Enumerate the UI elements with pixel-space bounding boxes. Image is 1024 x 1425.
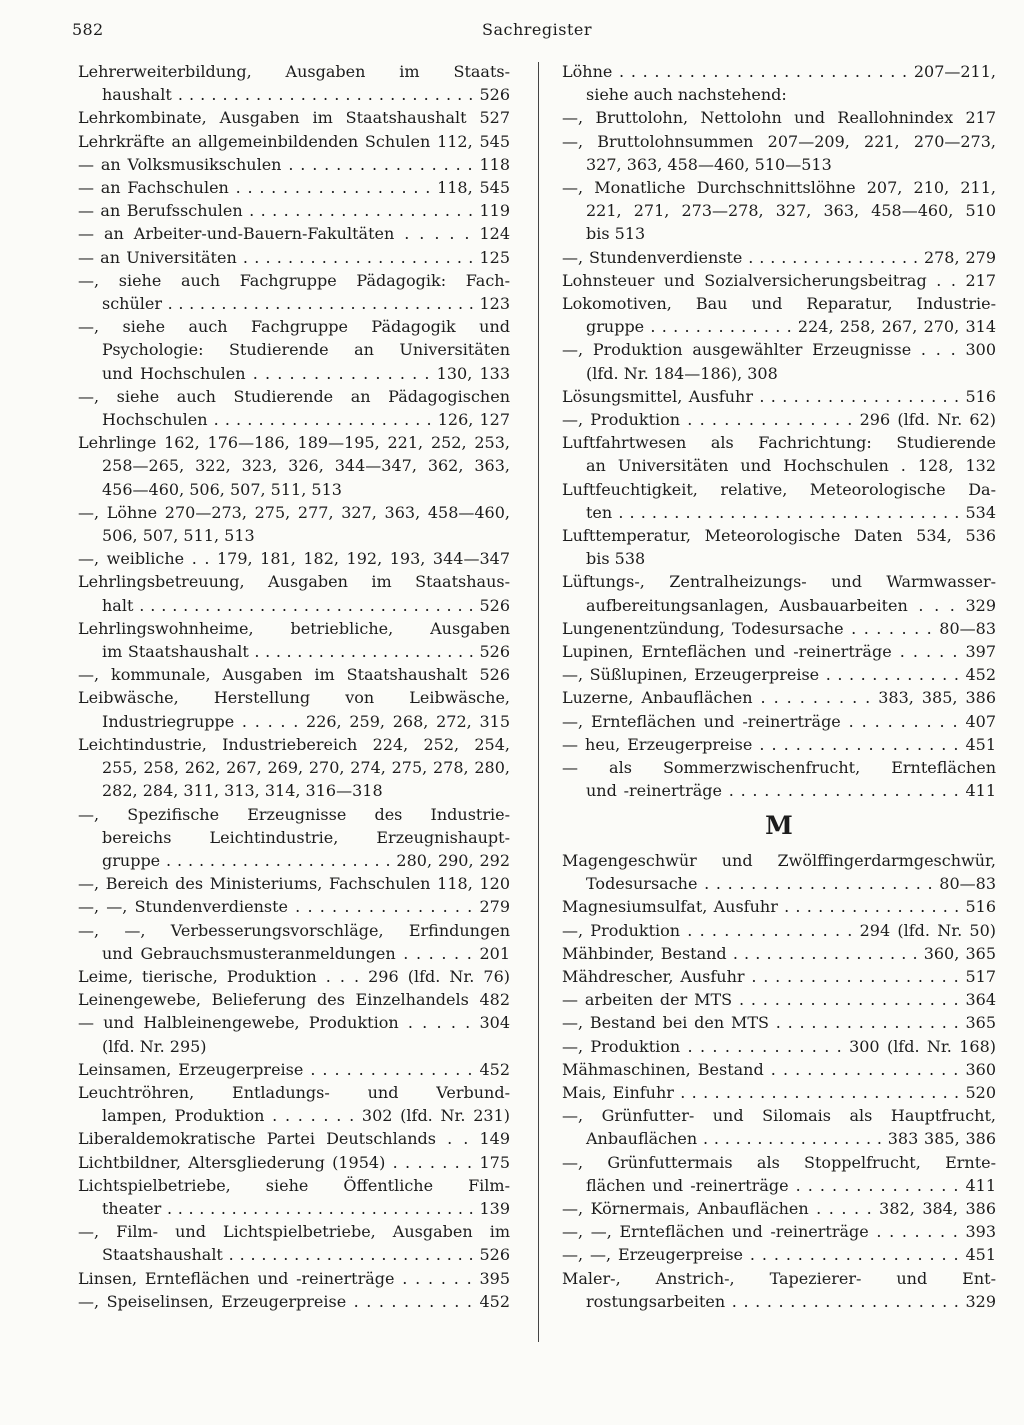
- index-entry-line: und -reinerträge . . . . . . . . . . . . . . . . . . . . 411: [586, 781, 996, 801]
- index-entry-line: Liberaldemokratische Partei Deutschlands . . 149: [78, 1129, 510, 1149]
- index-entry-line: —, weibliche . . 179, 181, 182, 192, 193, 344—347: [78, 549, 510, 569]
- index-entry-line: Leichtindustrie, Industriebereich 224, 252, 254,: [78, 734, 510, 754]
- index-entry-line: —, —, Verbesserungsvorschläge, Erfindungen: [78, 920, 510, 940]
- index-entry-line: Mähbinder, Bestand . . . . . . . . . . . . . . . . . 360, 365: [562, 943, 996, 963]
- index-entry-line: Psychologie: Studierende an Universitäten: [102, 340, 510, 360]
- index-entry-line: Mais, Einfuhr . . . . . . . . . . . . . . . . . . . . . . . . . 520: [562, 1082, 996, 1102]
- index-entry-line: 456—460, 506, 507, 511, 513: [102, 479, 342, 499]
- index-entry-line: Lichtspielbetriebe, siehe Öffentliche Film-: [78, 1175, 510, 1195]
- index-entry-line: lampen, Produktion . . . . . . . 302 (lfd. Nr. 231): [102, 1106, 510, 1126]
- index-entry-line: ten . . . . . . . . . . . . . . . . . . . . . . . . . . . . . . . 534: [586, 502, 996, 522]
- index-entry-line: Lehrlinge 162, 176—186, 189—195, 221, 252, 253,: [78, 433, 510, 453]
- index-entry-line: Lehrerweiterbildung, Ausgaben im Staats-: [78, 62, 510, 81]
- index-entry-line: haushalt . . . . . . . . . . . . . . . . . . . . . . . . . . . 526: [102, 85, 510, 105]
- index-entry-line: — an Berufsschulen . . . . . . . . . . . . . . . . . . . . 119: [78, 201, 510, 221]
- index-entry-line: — arbeiten der MTS . . . . . . . . . . . . . . . . . . . 364: [562, 990, 996, 1010]
- index-entry-line: Leibwäsche, Herstellung von Leibwäsche,: [78, 688, 510, 708]
- index-entry-line: —, siehe auch Fachgruppe Pädagogik: Fach-: [78, 270, 510, 290]
- index-entry-line: —, Grünfutter- und Silomais als Hauptfrucht,: [562, 1106, 996, 1126]
- section-letter-heading: M: [765, 810, 793, 840]
- index-entry-line: Linsen, Ernteflächen und -reinerträge . . . . . . 395: [78, 1268, 510, 1288]
- page-number: 582: [72, 20, 104, 39]
- index-entry-line: —, Spezifische Erzeugnisse des Industrie-: [78, 804, 510, 824]
- index-entry-line: Mähmaschinen, Bestand . . . . . . . . . . . . . . . . 360: [562, 1059, 996, 1079]
- index-entry-line: Maler-, Anstrich-, Tapezierer- und Ent-: [562, 1268, 996, 1288]
- index-entry-line: Todesursache . . . . . . . . . . . . . . . . . . . . 80—83: [586, 874, 996, 894]
- index-entry-line: Staatshaushalt . . . . . . . . . . . . . . . . . . . . . . . 526: [102, 1245, 510, 1265]
- index-entry-line: theater . . . . . . . . . . . . . . . . . . . . . . . . . . . . . 139: [102, 1198, 510, 1218]
- index-entry-line: — als Sommerzwischenfrucht, Ernteflächen: [562, 758, 996, 778]
- index-entry-line: schüler . . . . . . . . . . . . . . . . . . . . . . . . . . . . . 123: [102, 294, 510, 314]
- index-entry-line: Luftfahrtwesen als Fachrichtung: Studierende: [562, 433, 996, 453]
- index-entry-line: Mähdrescher, Ausfuhr . . . . . . . . . . . . . . . . . . 517: [562, 966, 996, 986]
- index-entry-line: Luftfeuchtigkeit, relative, Meteorologische Da-: [562, 479, 996, 499]
- index-entry-line: Lüftungs-, Zentralheizungs- und Warmwasser-: [562, 572, 996, 592]
- index-entry-line: und Gebrauchsmusteranmeldungen . . . . . . 201: [102, 943, 510, 963]
- index-entry-line: —, Monatliche Durchschnittslöhne 207, 210, 211,: [562, 178, 996, 198]
- index-entry-line: Hochschulen . . . . . . . . . . . . . . . . . . . . 126, 127: [102, 410, 510, 430]
- index-entry-line: —, Produktion . . . . . . . . . . . . . . 294 (lfd. Nr. 50): [562, 920, 996, 940]
- index-entry-line: —, Süßlupinen, Erzeugerpreise . . . . . . . . . . . . 452: [562, 665, 996, 685]
- index-entry-line: Luzerne, Anbauflächen . . . . . . . . . 383, 385, 386: [562, 688, 996, 708]
- index-entry-line: —, Produktion . . . . . . . . . . . . . . 296 (lfd. Nr. 62): [562, 410, 996, 430]
- index-entry-line: Lehrlingswohnheime, betriebliche, Ausgaben: [78, 618, 510, 638]
- index-entry-line: Lohnsteuer und Sozialversicherungsbeitrag . . 217: [562, 270, 996, 290]
- index-entry-line: —, Produktion . . . . . . . . . . . . . 300 (lfd. Nr. 168): [562, 1036, 996, 1056]
- index-entry-line: Lufttemperatur, Meteorologische Daten 534, 536: [562, 526, 996, 546]
- index-entry-line: Lösungsmittel, Ausfuhr . . . . . . . . . . . . . . . . . . 516: [562, 386, 996, 406]
- index-entry-line: Lungenentzündung, Todesursache . . . . . . . 80—83: [562, 618, 996, 638]
- index-entry-line: Leinsamen, Erzeugerpreise . . . . . . . . . . . . . . 452: [78, 1059, 510, 1079]
- index-entry-line: — heu, Erzeugerpreise . . . . . . . . . . . . . . . . . 451: [562, 734, 996, 754]
- index-entry-line: Leinengewebe, Belieferung des Einzelhandels 482: [78, 990, 510, 1010]
- index-entry-line: Industriegruppe . . . . . 226, 259, 268, 272, 315: [102, 711, 510, 731]
- index-entry-line: Magengeschwür und Zwölffingerdarmgeschwür,: [562, 850, 996, 870]
- index-entry-line: halt . . . . . . . . . . . . . . . . . . . . . . . . . . . . . . . 526: [102, 595, 510, 615]
- index-column-left: [78, 60, 510, 1313]
- index-entry-line: —, Löhne 270—273, 275, 277, 327, 363, 458—460,: [78, 502, 510, 522]
- index-entry-line: Lehrlingsbetreuung, Ausgaben im Staatshaus-: [78, 572, 510, 592]
- index-entry-line: Lupinen, Ernteflächen und -reinerträge . . . . . 397: [562, 642, 996, 662]
- index-entry-line: Lokomotiven, Bau und Reparatur, Industrie-: [562, 294, 996, 314]
- index-entry-line: bis 513: [586, 224, 646, 244]
- index-entry-line: —, Bruttolohn, Nettolohn und Reallohnindex 217: [562, 108, 996, 128]
- index-entry-line: (lfd. Nr. 295): [102, 1036, 207, 1056]
- index-entry-line: —, —, Stundenverdienste . . . . . . . . . . . . . . . 279: [78, 897, 510, 917]
- index-entry-line: gruppe . . . . . . . . . . . . . 224, 258, 267, 270, 314: [586, 317, 996, 337]
- index-entry-line: aufbereitungsanlagen, Ausbauarbeiten . . . 329: [586, 595, 996, 615]
- index-entry-line: Magnesiumsulfat, Ausfuhr . . . . . . . . . . . . . . . . 516: [562, 897, 996, 917]
- index-entry-line: —, Bestand bei den MTS . . . . . . . . . . . . . . . . 365: [562, 1013, 996, 1033]
- index-entry-line: —, —, Erzeugerpreise . . . . . . . . . . . . . . . . . . 451: [562, 1245, 996, 1265]
- index-entry-line: —, Bruttolohnsummen 207—209, 221, 270—273,: [562, 131, 996, 151]
- index-entry-line: 255, 258, 262, 267, 269, 270, 274, 275, 278, 280,: [102, 758, 510, 778]
- index-entry-line: — an Volksmusikschulen . . . . . . . . . . . . . . . . 118: [78, 154, 510, 174]
- index-entry-line: Löhne . . . . . . . . . . . . . . . . . . . . . . . . . 207—211,: [562, 62, 996, 81]
- index-entry-line: —, Körnermais, Anbauflächen . . . . . 382, 384, 386: [562, 1198, 996, 1218]
- index-entry-line: 258—265, 322, 323, 326, 344—347, 362, 363,: [102, 456, 510, 476]
- index-entry-line: Anbauflächen . . . . . . . . . . . . . . . . . 383 385, 386: [586, 1129, 996, 1149]
- index-entry-line: Lehrkombinate, Ausgaben im Staatshaushalt 527: [78, 108, 510, 128]
- page-title: Sachregister: [482, 20, 592, 39]
- index-entry-line: an Universitäten und Hochschulen . 128, 132: [586, 456, 996, 476]
- index-entry-line: —, Ernteflächen und -reinerträge . . . . . . . . . 407: [562, 711, 996, 731]
- index-entry-line: Leuchtröhren, Entladungs- und Verbund-: [78, 1082, 510, 1102]
- index-entry-line: bis 538: [586, 549, 646, 569]
- index-entry-line: —, Grünfuttermais als Stoppelfrucht, Ernte-: [562, 1152, 996, 1172]
- index-entry-line: siehe auch nachstehend:: [586, 85, 787, 105]
- index-entry-line: flächen und -reinerträge . . . . . . . . . . . . . . 411: [586, 1175, 996, 1195]
- index-entry-line: bereichs Leichtindustrie, Erzeugnishaupt-: [102, 827, 510, 847]
- index-entry-line: (lfd. Nr. 184—186), 308: [586, 363, 778, 383]
- index-entry-line: —, Produktion ausgewählter Erzeugnisse . . . 300: [562, 340, 996, 360]
- index-entry-line: gruppe . . . . . . . . . . . . . . . . . . . . . 280, 290, 292: [102, 850, 510, 870]
- index-entry-line: Lehrkräfte an allgemeinbildenden Schulen 112, 545: [78, 131, 510, 151]
- index-entry-line: 327, 363, 458—460, 510—513: [586, 154, 832, 174]
- index-entry-line: —, Film- und Lichtspielbetriebe, Ausgaben im: [78, 1222, 510, 1242]
- index-entry-line: im Staatshaushalt . . . . . . . . . . . . . . . . . . . . . 526: [102, 642, 510, 662]
- index-entry-line: — und Halbleinengewebe, Produktion . . . . . 304: [78, 1013, 510, 1033]
- index-entry-line: —, Speiselinsen, Erzeugerpreise . . . . . . . . . . 452: [78, 1291, 510, 1311]
- index-entry-line: — an Universitäten . . . . . . . . . . . . . . . . . . . . . 125: [78, 247, 510, 267]
- index-entry-line: —, Bereich des Ministeriums, Fachschulen 118, 120: [78, 874, 510, 894]
- index-entry-line: —, Stundenverdienste . . . . . . . . . . . . . . . . 278, 279: [562, 247, 996, 267]
- index-entry-line: und Hochschulen . . . . . . . . . . . . . . . 130, 133: [102, 363, 510, 383]
- index-entry-line: Leime, tierische, Produktion . . . 296 (lfd. Nr. 76): [78, 966, 510, 986]
- index-entry-line: —, —, Ernteflächen und -reinerträge . . . . . . . 393: [562, 1222, 996, 1242]
- index-entry-line: Lichtbildner, Altersgliederung (1954) . . . . . . . 175: [78, 1152, 510, 1172]
- index-entry-line: —, kommunale, Ausgaben im Staatshaushalt 526: [78, 665, 510, 685]
- column-divider: [538, 62, 539, 1342]
- index-column-right: [562, 60, 996, 1313]
- index-entry-line: —, siehe auch Studierende an Pädagogischen: [78, 386, 510, 406]
- index-entry-line: rostungsarbeiten . . . . . . . . . . . . . . . . . . . . 329: [586, 1291, 996, 1311]
- index-entry-line: — an Arbeiter-und-Bauern-Fakultäten . . . . . 124: [78, 224, 510, 244]
- index-entry-line: 506, 507, 511, 513: [102, 526, 255, 546]
- index-entry-line: — an Fachschulen . . . . . . . . . . . . . . . . . 118, 545: [78, 178, 510, 198]
- index-entry-line: —, siehe auch Fachgruppe Pädagogik und: [78, 317, 510, 337]
- index-entry-line: 282, 284, 311, 313, 314, 316—318: [102, 781, 383, 801]
- index-entry-line: 221, 271, 273—278, 327, 363, 458—460, 510: [586, 201, 996, 221]
